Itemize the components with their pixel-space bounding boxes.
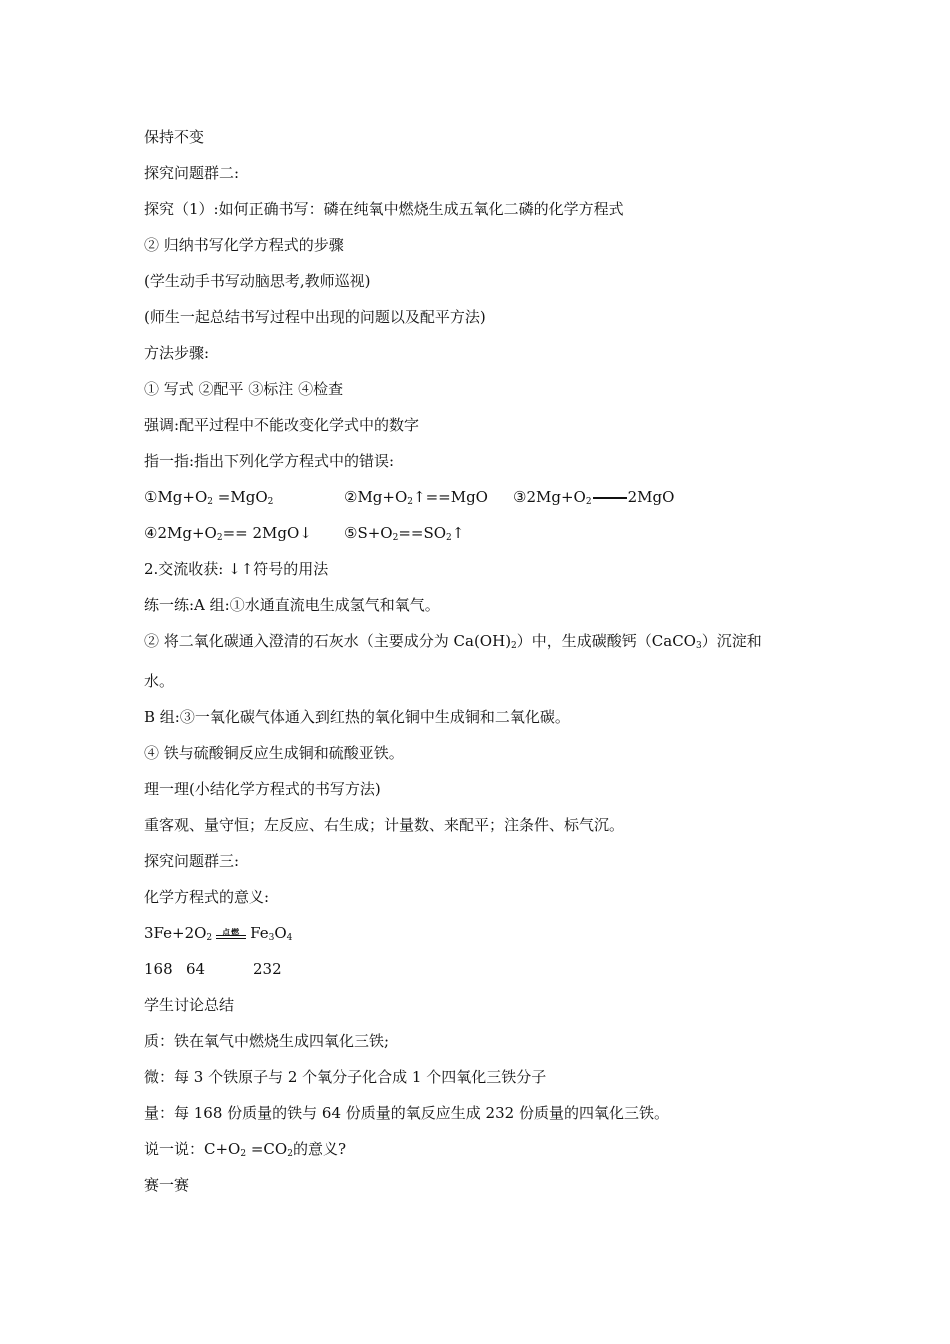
equation-text: ⑤S+O <box>344 524 393 542</box>
mass-value: 232 <box>253 960 282 978</box>
equation-text: O <box>274 924 287 942</box>
text-line: 化学方程式的意义: <box>144 888 270 906</box>
text-segment: 说一说：C+O <box>144 1140 241 1158</box>
equation-4 <box>144 523 312 543</box>
text-line: 理一理(小结化学方程式的书写方法) <box>144 780 381 798</box>
text-line: ④ 铁与硫酸铜反应生成铜和硫酸亚铁。 <box>144 744 404 762</box>
subscript: 2 <box>240 1149 247 1159</box>
subscript: 3 <box>268 933 275 943</box>
iron-equation <box>144 923 292 944</box>
equation-3 <box>513 487 674 507</box>
text-line: 微：每 3 个铁原子与 2 个氧分子化合成 1 个四氧化三铁分子 <box>144 1068 547 1086</box>
text-segment: ）中，生成碳酸钙（CaCO <box>516 632 696 650</box>
ignite-condition <box>214 924 248 944</box>
subscript: 2 <box>446 533 452 543</box>
equation-text: ②Mg+O <box>344 488 408 506</box>
subscript: 2 <box>206 933 213 943</box>
text-line: 学生讨论总结 <box>144 996 235 1014</box>
subscript: 3 <box>695 641 702 651</box>
equation-text: ④2Mg+O <box>144 524 217 542</box>
equation-text: ①Mg+O <box>144 488 208 506</box>
subscript: 2 <box>216 533 223 543</box>
text-line: 保持不变 <box>144 128 205 146</box>
text-line: B 组:③一氧化碳气体通入到红热的氧化铜中生成铜和二氧化碳。 <box>144 708 570 726</box>
condition-label: 点燃 <box>222 927 241 937</box>
long-line <box>593 497 627 499</box>
subscript: 2 <box>267 497 274 507</box>
text-line: 水。 <box>144 672 175 690</box>
equation-text: ↑==MgO <box>413 488 488 506</box>
text-line: 量：每 168 份质量的铁与 64 份质量的氧反应生成 232 份质量的四氧化三铁。 <box>144 1104 669 1122</box>
subscript: 2 <box>511 641 517 651</box>
equation-text: ==SO <box>398 524 447 542</box>
equation-5 <box>344 523 464 543</box>
text-line: 重客观、量守恒；左反应、右生成；计量数、来配平；注条件、标气沉。 <box>144 816 625 834</box>
mass-value: 168 <box>144 960 173 978</box>
section-heading: 探究问题群三: <box>144 852 240 870</box>
text-line: 强调:配平过程中不能改变化学式中的数字 <box>144 416 420 434</box>
equation-text: ③2Mg+O <box>513 488 586 506</box>
text-line: 质：铁在氧气中燃烧生成四氧化三铁; <box>144 1032 390 1050</box>
equals-bar <box>216 938 246 939</box>
text-segment: 的意义? <box>292 1140 346 1158</box>
equation-text: 3Fe+2O <box>144 924 207 942</box>
text-line: 探究（1）:如何正确书写：磷在纯氧中燃烧生成五氧化二磷的化学方程式 <box>144 200 624 218</box>
subscript: 2 <box>392 533 399 543</box>
text-line: (学生动手书写动脑思考,教师巡视) <box>144 272 371 290</box>
equation-text: ↑ <box>451 524 465 542</box>
subscript: 2 <box>287 1149 293 1159</box>
equation-text: Fe <box>250 924 269 942</box>
text-line: ② 归纳书写化学方程式的步骤 <box>144 236 344 254</box>
subscript: 2 <box>207 497 214 507</box>
subscript: 2 <box>407 497 414 507</box>
section-heading: 探究问题群二: <box>144 164 240 182</box>
text-line: 指一指:指出下列化学方程式中的错误: <box>144 452 395 470</box>
text-line: 方法步骤: <box>144 344 210 362</box>
subscript: 2 <box>585 497 592 507</box>
text-line: ① 写式 ②配平 ③标注 ④检查 <box>144 380 344 398</box>
equation-text: 2MgO <box>627 488 675 506</box>
equation-text: =MgO <box>213 488 268 506</box>
mass-value: 64 <box>186 960 206 978</box>
equation-2 <box>344 487 488 507</box>
text-line: (师生一起总结书写过程中出现的问题以及配平方法) <box>144 308 486 326</box>
text-line <box>144 631 762 651</box>
text-line <box>144 1139 346 1159</box>
equation-text: == 2MgO↓ <box>222 524 312 542</box>
text-line: 练一练:A 组:①水通直流电生成氢气和氧气。 <box>144 596 440 614</box>
text-line: 2.交流收获: ↓↑符号的用法 <box>144 560 329 578</box>
text-segment: ）沉淀和 <box>701 632 762 650</box>
text-segment: =CO <box>246 1140 288 1158</box>
subscript: 4 <box>286 933 293 943</box>
equals-bar <box>216 935 246 936</box>
text-segment: ② 将二氧化碳通入澄清的石灰水（主要成分为 Ca(OH) <box>144 632 512 650</box>
text-line: 赛一赛 <box>144 1176 190 1194</box>
equation-1 <box>144 487 273 507</box>
